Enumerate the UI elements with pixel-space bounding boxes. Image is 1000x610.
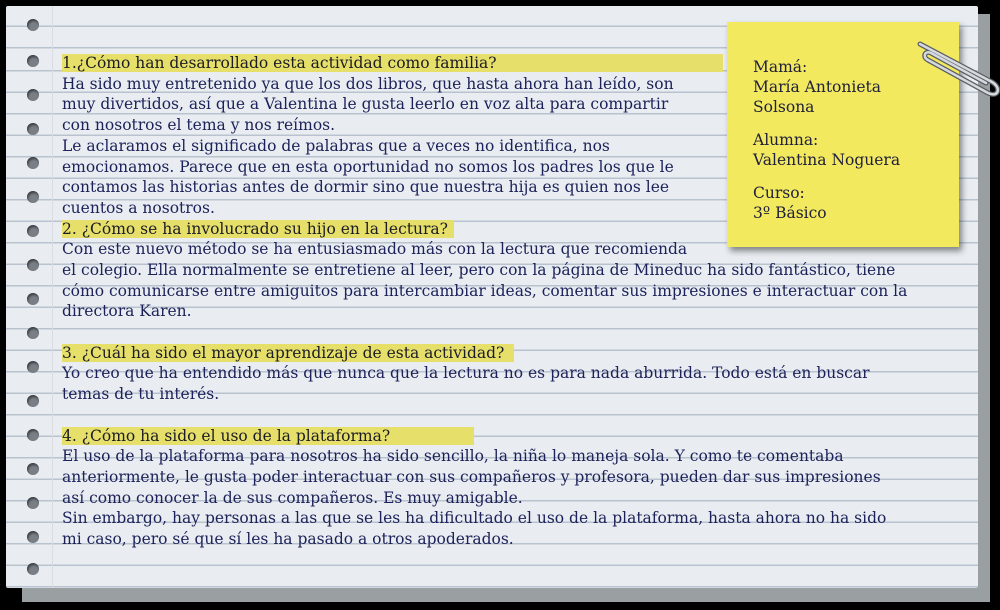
answer-line: Ha sido muy entretenido ya que los dos libros, que hasta ahora han leído, son (62, 74, 674, 93)
answer-line: cuentos a nosotros. (62, 198, 215, 217)
binder-hole-icon (27, 157, 39, 169)
mother-name-line1: María Antonieta (753, 78, 881, 96)
binder-hole-icon (27, 563, 39, 575)
answer-line: cómo comunicarse entre amiguitos para intercambiar ideas, comentar sus impresiones e interactuar con la (62, 281, 908, 300)
answer-line: anteriormente, le gusta poder interactuar con sus compañeros y profesora, pueden dar sus impresiones (62, 467, 881, 486)
margin-line (52, 6, 53, 588)
answer-line: muy divertidos, así que a Valentina le gusta leerlo en voz alta para compartir (62, 95, 669, 114)
answer-line: emocionamos. Parece que en esta oportunidad no somos los padres los que le (62, 157, 674, 176)
question-title: 1.¿Cómo han desarrollado esta actividad como familia? (62, 54, 497, 72)
answer-line: El uso de la plataforma para nosotros ha sido sencillo, la niña lo maneja sola. Y como te comentaba (62, 447, 844, 466)
question-4 (62, 426, 962, 447)
answer-line: Le aclaramos el significado de palabras que a veces no identifica, nos (62, 136, 610, 155)
binder-hole-icon (27, 429, 39, 441)
binder-hole-icon (27, 191, 39, 203)
blank-line (62, 322, 962, 343)
binder-hole-icon (27, 463, 39, 475)
answer-line: Con este nuevo método se ha entusiasmado más con la lectura que recomienda (62, 240, 688, 259)
blank-line (62, 405, 962, 426)
binder-hole-icon (27, 123, 39, 135)
binder-hole-icon (27, 395, 39, 407)
question-3 (62, 343, 962, 364)
student-label: Alumna: (753, 131, 819, 149)
binder-hole-icon (27, 293, 39, 305)
answer-line: Yo creo que ha entendido más que nunca que la lectura no es para nada aburrida. Todo está en buscar (62, 364, 870, 383)
course-label: Curso: (753, 184, 805, 202)
paperclip-icon (912, 38, 1000, 98)
binder-hole-icon (27, 259, 39, 271)
question-title: 3. ¿Cuál ha sido el mayor aprendizaje de esta actividad? (62, 343, 505, 362)
binder-hole-icon (27, 19, 39, 31)
answer-line: el colegio. Ella normalmente se entretiene al leer, pero con la página de Mineduc ha sido fantástico, tiene (62, 261, 896, 279)
binder-hole-icon (27, 225, 39, 237)
answer-line: contamos las historias antes de dormir sino que nuestra hija es quien nos lee (62, 178, 670, 197)
question-title: 2. ¿Cómo se ha involucrado su hijo en la lectura? (62, 219, 448, 238)
student-info-block (753, 130, 949, 170)
answer-line: mi caso, pero sé que sí les ha pasado a otros apoderados. (62, 530, 514, 549)
mother-label: Mamá: (753, 58, 808, 76)
binder-hole-icon (27, 327, 39, 339)
answer-line: directora Karen. (62, 302, 192, 321)
binder-hole-icon (27, 89, 39, 101)
answer-line: temas de tu interés. (62, 385, 220, 404)
answer-line: así como conocer la de sus compañeros. Es muy amigable. (62, 488, 523, 507)
mother-name-line2: Solsona (753, 98, 815, 116)
answer-line: con nosotros el tema y nos reímos. (62, 116, 336, 135)
binder-hole-icon (27, 497, 39, 509)
course-info (753, 183, 949, 223)
binder-hole-icon (27, 55, 39, 67)
course-value: 3º Básico (753, 204, 827, 222)
binder-hole-icon (27, 361, 39, 373)
question-title: 4. ¿Cómo ha sido el uso de la plataforma? (62, 426, 391, 445)
student-name: Valentina Noguera (753, 151, 901, 169)
answer-line: Sin embargo, hay personas a las que se les ha dificultado el uso de la plataforma, hasta ahora no ha sido (62, 509, 887, 528)
binder-hole-icon (27, 531, 39, 543)
